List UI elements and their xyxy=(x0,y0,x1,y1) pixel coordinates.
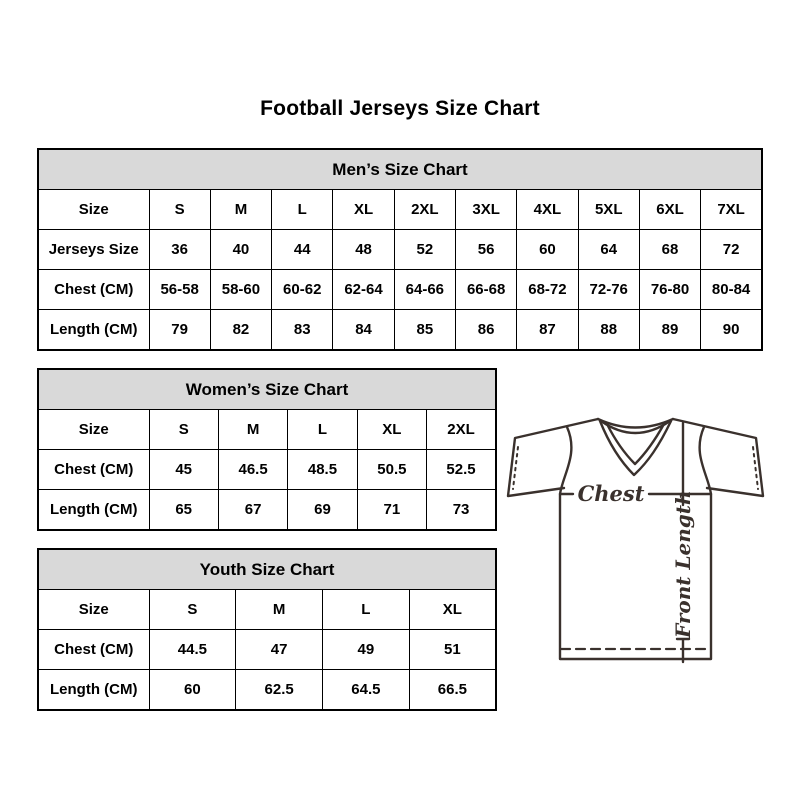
value-cell: 67 xyxy=(218,490,287,531)
value-cell: 51 xyxy=(409,630,496,670)
value-cell: 66-68 xyxy=(455,270,516,310)
value-cell: 36 xyxy=(149,230,210,270)
value-cell: 2XL xyxy=(394,190,455,230)
table-row xyxy=(38,670,496,711)
value-cell: 60-62 xyxy=(272,270,333,310)
table-header-row xyxy=(38,369,496,410)
value-cell: 50.5 xyxy=(357,450,426,490)
value-cell: S xyxy=(149,590,236,630)
youth-size-table xyxy=(37,548,497,711)
value-cell: 76-80 xyxy=(639,270,700,310)
table-header-row xyxy=(38,549,496,590)
value-cell: XL xyxy=(357,410,426,450)
row-label-cell: Size xyxy=(38,590,149,630)
value-cell: 89 xyxy=(639,310,700,351)
value-cell: M xyxy=(210,190,271,230)
value-cell: S xyxy=(149,190,210,230)
value-cell: 48.5 xyxy=(288,450,357,490)
value-cell: 60 xyxy=(149,670,236,711)
value-cell: 66.5 xyxy=(409,670,496,711)
value-cell: 5XL xyxy=(578,190,639,230)
value-cell: 58-60 xyxy=(210,270,271,310)
table-row xyxy=(38,590,496,630)
value-cell: 65 xyxy=(149,490,218,531)
value-cell: 2XL xyxy=(427,410,496,450)
table-row xyxy=(38,270,762,310)
table-row xyxy=(38,490,496,531)
value-cell: 80-84 xyxy=(701,270,762,310)
value-cell: 47 xyxy=(236,630,323,670)
row-label-cell: Jerseys Size xyxy=(38,230,149,270)
jersey-measurement-diagram xyxy=(501,402,773,677)
value-cell: 62-64 xyxy=(333,270,394,310)
front-length-label: Front Length xyxy=(671,490,695,638)
value-cell: L xyxy=(288,410,357,450)
value-cell: 87 xyxy=(517,310,578,351)
value-cell: 52.5 xyxy=(427,450,496,490)
table-header-row xyxy=(38,149,762,190)
value-cell: 84 xyxy=(333,310,394,351)
value-cell: 64.5 xyxy=(323,670,410,711)
table-row xyxy=(38,630,496,670)
value-cell: XL xyxy=(409,590,496,630)
mens-table-title: Men’s Size Chart xyxy=(38,149,762,190)
value-cell: 60 xyxy=(517,230,578,270)
value-cell: L xyxy=(272,190,333,230)
value-cell: 90 xyxy=(701,310,762,351)
value-cell: 82 xyxy=(210,310,271,351)
row-label-cell: Chest (CM) xyxy=(38,450,149,490)
value-cell: 64-66 xyxy=(394,270,455,310)
value-cell: 46.5 xyxy=(218,450,287,490)
value-cell: M xyxy=(218,410,287,450)
value-cell: L xyxy=(323,590,410,630)
row-label-cell: Length (CM) xyxy=(38,310,149,351)
youth-table-title: Youth Size Chart xyxy=(38,549,496,590)
row-label-cell: Chest (CM) xyxy=(38,270,149,310)
value-cell: 71 xyxy=(357,490,426,531)
row-label-cell: Size xyxy=(38,190,149,230)
value-cell: 68 xyxy=(639,230,700,270)
value-cell: 83 xyxy=(272,310,333,351)
value-cell: 45 xyxy=(149,450,218,490)
value-cell: 49 xyxy=(323,630,410,670)
table-row xyxy=(38,410,496,450)
chest-label: Chest xyxy=(577,481,645,506)
value-cell: 68-72 xyxy=(517,270,578,310)
value-cell: 48 xyxy=(333,230,394,270)
value-cell: 73 xyxy=(427,490,496,531)
value-cell: 7XL xyxy=(701,190,762,230)
row-label-cell: Size xyxy=(38,410,149,450)
value-cell: 4XL xyxy=(517,190,578,230)
table-row xyxy=(38,450,496,490)
row-label-cell: Chest (CM) xyxy=(38,630,149,670)
table-row xyxy=(38,190,762,230)
womens-table-title: Women’s Size Chart xyxy=(38,369,496,410)
value-cell: 62.5 xyxy=(236,670,323,711)
table-row xyxy=(38,230,762,270)
womens-size-table xyxy=(37,368,497,531)
value-cell: 88 xyxy=(578,310,639,351)
page-title: Football Jerseys Size Chart xyxy=(260,97,540,120)
row-label-cell: Length (CM) xyxy=(38,490,149,531)
value-cell: 79 xyxy=(149,310,210,351)
value-cell: 72-76 xyxy=(578,270,639,310)
value-cell: 3XL xyxy=(455,190,516,230)
value-cell: 72 xyxy=(701,230,762,270)
value-cell: XL xyxy=(333,190,394,230)
value-cell: 69 xyxy=(288,490,357,531)
value-cell: 56 xyxy=(455,230,516,270)
value-cell: 44 xyxy=(272,230,333,270)
value-cell: 44.5 xyxy=(149,630,236,670)
value-cell: 56-58 xyxy=(149,270,210,310)
value-cell: S xyxy=(149,410,218,450)
row-label-cell: Length (CM) xyxy=(38,670,149,711)
value-cell: 86 xyxy=(455,310,516,351)
value-cell: 85 xyxy=(394,310,455,351)
value-cell: 40 xyxy=(210,230,271,270)
value-cell: 52 xyxy=(394,230,455,270)
mens-size-table xyxy=(37,148,763,351)
value-cell: 6XL xyxy=(639,190,700,230)
jersey-right-sleeve xyxy=(673,419,763,496)
value-cell: M xyxy=(236,590,323,630)
value-cell: 64 xyxy=(578,230,639,270)
table-row xyxy=(38,310,762,351)
